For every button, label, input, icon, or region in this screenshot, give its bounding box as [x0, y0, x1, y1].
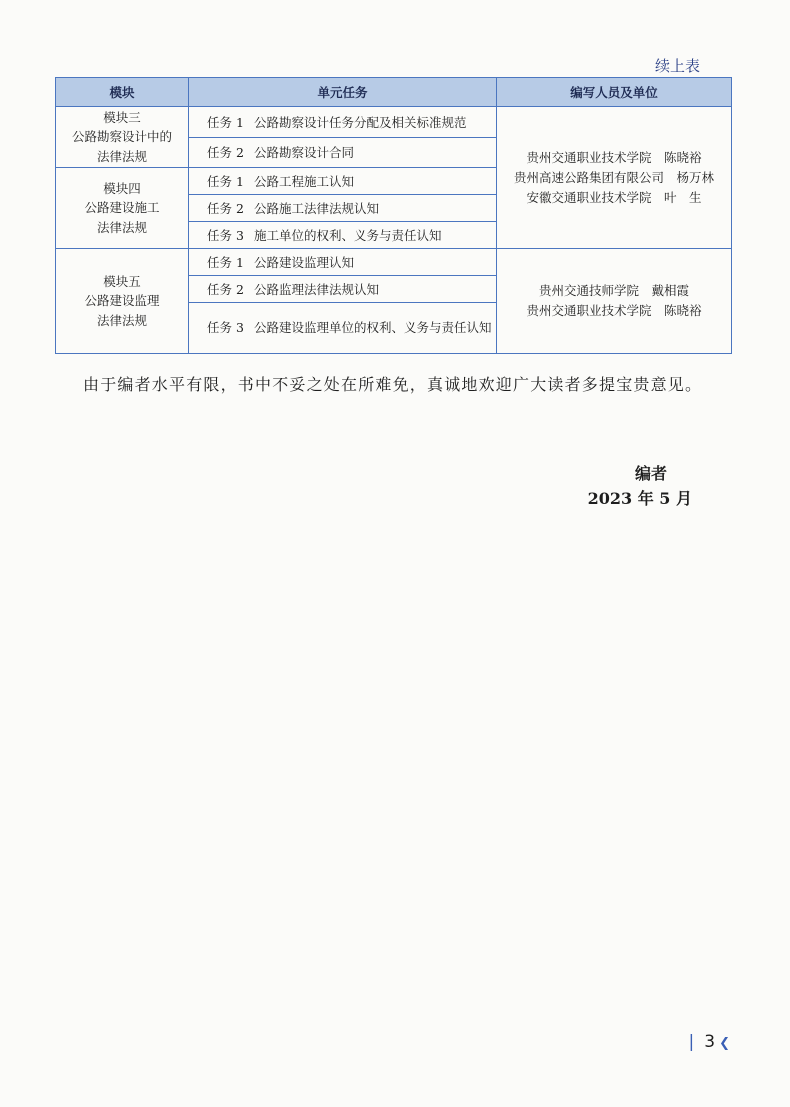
module-name-line: 模块三: [103, 110, 141, 125]
task-text: 施工单位的权利、义务与责任认知: [253, 228, 442, 244]
authors-cell-group-1: [497, 107, 732, 249]
author-line: 安徽交通职业技术学院 叶 生: [526, 189, 702, 205]
module-name-line: 法律法规: [96, 312, 147, 328]
header-task: 单元任务: [189, 78, 497, 107]
task-cell: [189, 195, 497, 222]
signature-author: 编者: [634, 464, 667, 483]
page-number-block: [689, 1032, 730, 1052]
author-line: 贵州高速公路集团有限公司 杨万林: [513, 169, 714, 185]
authors-cell-group-2: [497, 249, 732, 354]
task-cell: [189, 107, 497, 138]
task-text: 公路勘察设计合同: [253, 145, 354, 161]
task-text: 公路建设监理单位的权利、义务与责任认知: [253, 320, 492, 336]
module-name-line: 公路建设监理: [84, 293, 160, 309]
module-name-line: 模块四: [103, 181, 141, 197]
module-cell-4: [56, 168, 189, 249]
task-number: 任务 2: [207, 145, 244, 161]
task-text: 公路勘察设计任务分配及相关标准规范: [253, 114, 467, 130]
task-text: 公路工程施工认知: [253, 174, 354, 190]
task-number: 任务 3: [207, 320, 244, 336]
module-cell-5: [56, 249, 189, 354]
task-cell: [189, 303, 497, 354]
author-line: 贵州交通技师学院 戴相霞: [538, 283, 689, 299]
table-row: [56, 249, 732, 276]
task-text: 公路监理法律法规认知: [253, 282, 379, 298]
module-task-table: [55, 77, 732, 354]
author-line: 贵州交通职业技术学院 陈晓裕: [526, 303, 702, 319]
task-cell: [189, 222, 497, 249]
task-text: 公路施工法律法规认知: [253, 201, 379, 217]
module-name-line: 法律法规: [96, 148, 147, 164]
module-cell-3: [56, 107, 189, 168]
page-divider-icon: |: [688, 1032, 695, 1052]
chevron-left-icon: ❮: [719, 1036, 730, 1051]
task-cell: [189, 249, 497, 276]
task-number: 任务 1: [207, 174, 244, 190]
header-module: 模块: [56, 78, 189, 107]
header-authors: 编写人员及单位: [497, 78, 732, 107]
module-name-line: 公路建设施工: [84, 200, 160, 216]
task-text: 公路建设监理认知: [253, 255, 354, 271]
table-header-row: [56, 78, 732, 107]
task-number: 任务 3: [207, 228, 244, 244]
task-cell: [189, 276, 497, 303]
task-number: 任务 2: [207, 282, 244, 298]
task-number: 任务 2: [207, 201, 244, 217]
task-cell: [189, 168, 497, 195]
task-number: 任务 1: [207, 255, 244, 271]
module-name-line: 公路勘察设计中的: [71, 129, 172, 145]
module-name-line: 模块五: [103, 274, 141, 290]
page-number: 3: [704, 1032, 716, 1052]
author-line: 贵州交通职业技术学院 陈晓裕: [526, 149, 702, 165]
task-cell: [189, 137, 497, 168]
signature-date: 2023 年 5 月: [587, 488, 692, 508]
table-row: [56, 107, 732, 138]
module-name-line: 法律法规: [96, 219, 147, 235]
continued-label: 续上表: [654, 57, 700, 75]
signature-block: [588, 462, 692, 512]
task-number: 任务 1: [207, 114, 244, 130]
closing-note: 由于编者水平有限，书中不妥之处在所难免，真诚地欢迎广大读者多提宝贵意见。: [83, 375, 703, 394]
